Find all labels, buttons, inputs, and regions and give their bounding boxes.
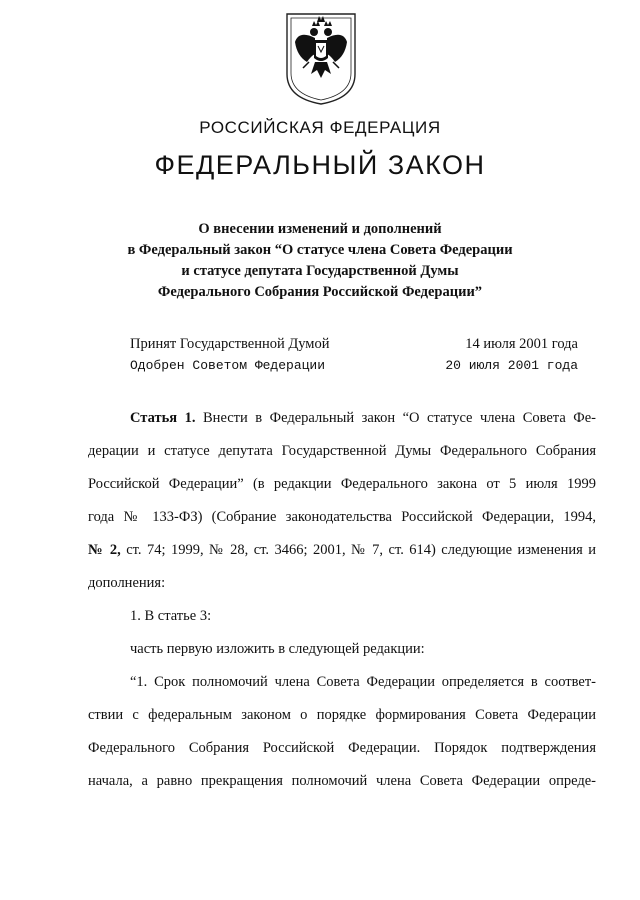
law-title-line: и статусе депутата Государственной Думы: [181, 263, 459, 279]
body-line: № 2, ст. 74; 1999, № 28, ст. 3466; 2001, № 7, ст. 614) следующие изменения и: [88, 542, 596, 558]
body-line: Российской Федерации” (в редакции Федерального закона от 5 июля 1999: [88, 476, 596, 492]
adopted-label: Принят Государственной Думой: [130, 336, 330, 352]
document-type-heading: ФЕДЕРАЛЬНЫЙ ЗАКОН: [154, 150, 486, 180]
body-line: Федерального Собрания Российской Федерации. Порядок подтверждения: [88, 740, 596, 756]
body-line: “1. Срок полномочий члена Совета Федерации определяется в соответ-: [130, 674, 596, 690]
body-line: Статья 1. Внести в Федеральный закон “О статусе члена Совета Фе-: [130, 410, 597, 426]
adoption-row: [130, 336, 578, 353]
issue-number: № 2,: [88, 542, 121, 558]
approved-date: 20 июля 2001 года: [445, 358, 578, 373]
body-line: 1. В статье 3:: [130, 608, 212, 624]
russian-emblem-icon: [285, 12, 357, 106]
approval-row: [130, 358, 578, 373]
country-heading: РОССИЙСКАЯ ФЕДЕРАЦИЯ: [199, 118, 441, 137]
body-line: года № 133-ФЗ) (Собрание законодательства Российской Федерации, 1994,: [88, 509, 596, 525]
body-line: ствии с федеральным законом о порядке формирования Совета Федерации: [88, 707, 596, 723]
law-title: [0, 219, 640, 303]
law-title-line: Федерального Собрания Российской Федерации”: [157, 284, 483, 300]
law-title-line: в Федеральный закон “О статусе члена Совета Федерации: [127, 242, 513, 258]
body-line: дерации и статусе депутата Государственной Думы Федерального Собрания: [88, 443, 596, 459]
body-line: дополнения:: [88, 575, 166, 591]
approved-label: Одобрен Советом Федерации: [130, 358, 326, 373]
adopted-date: 14 июля 2001 года: [465, 336, 578, 352]
article-label: Статья 1.: [130, 410, 196, 426]
law-body: [88, 402, 596, 798]
body-line: начала, а равно прекращения полномочий члена Совета Федерации опреде-: [88, 773, 596, 789]
body-line: часть первую изложить в следующей редакции:: [130, 641, 425, 657]
law-title-line: О внесении изменений и дополнений: [198, 221, 442, 237]
